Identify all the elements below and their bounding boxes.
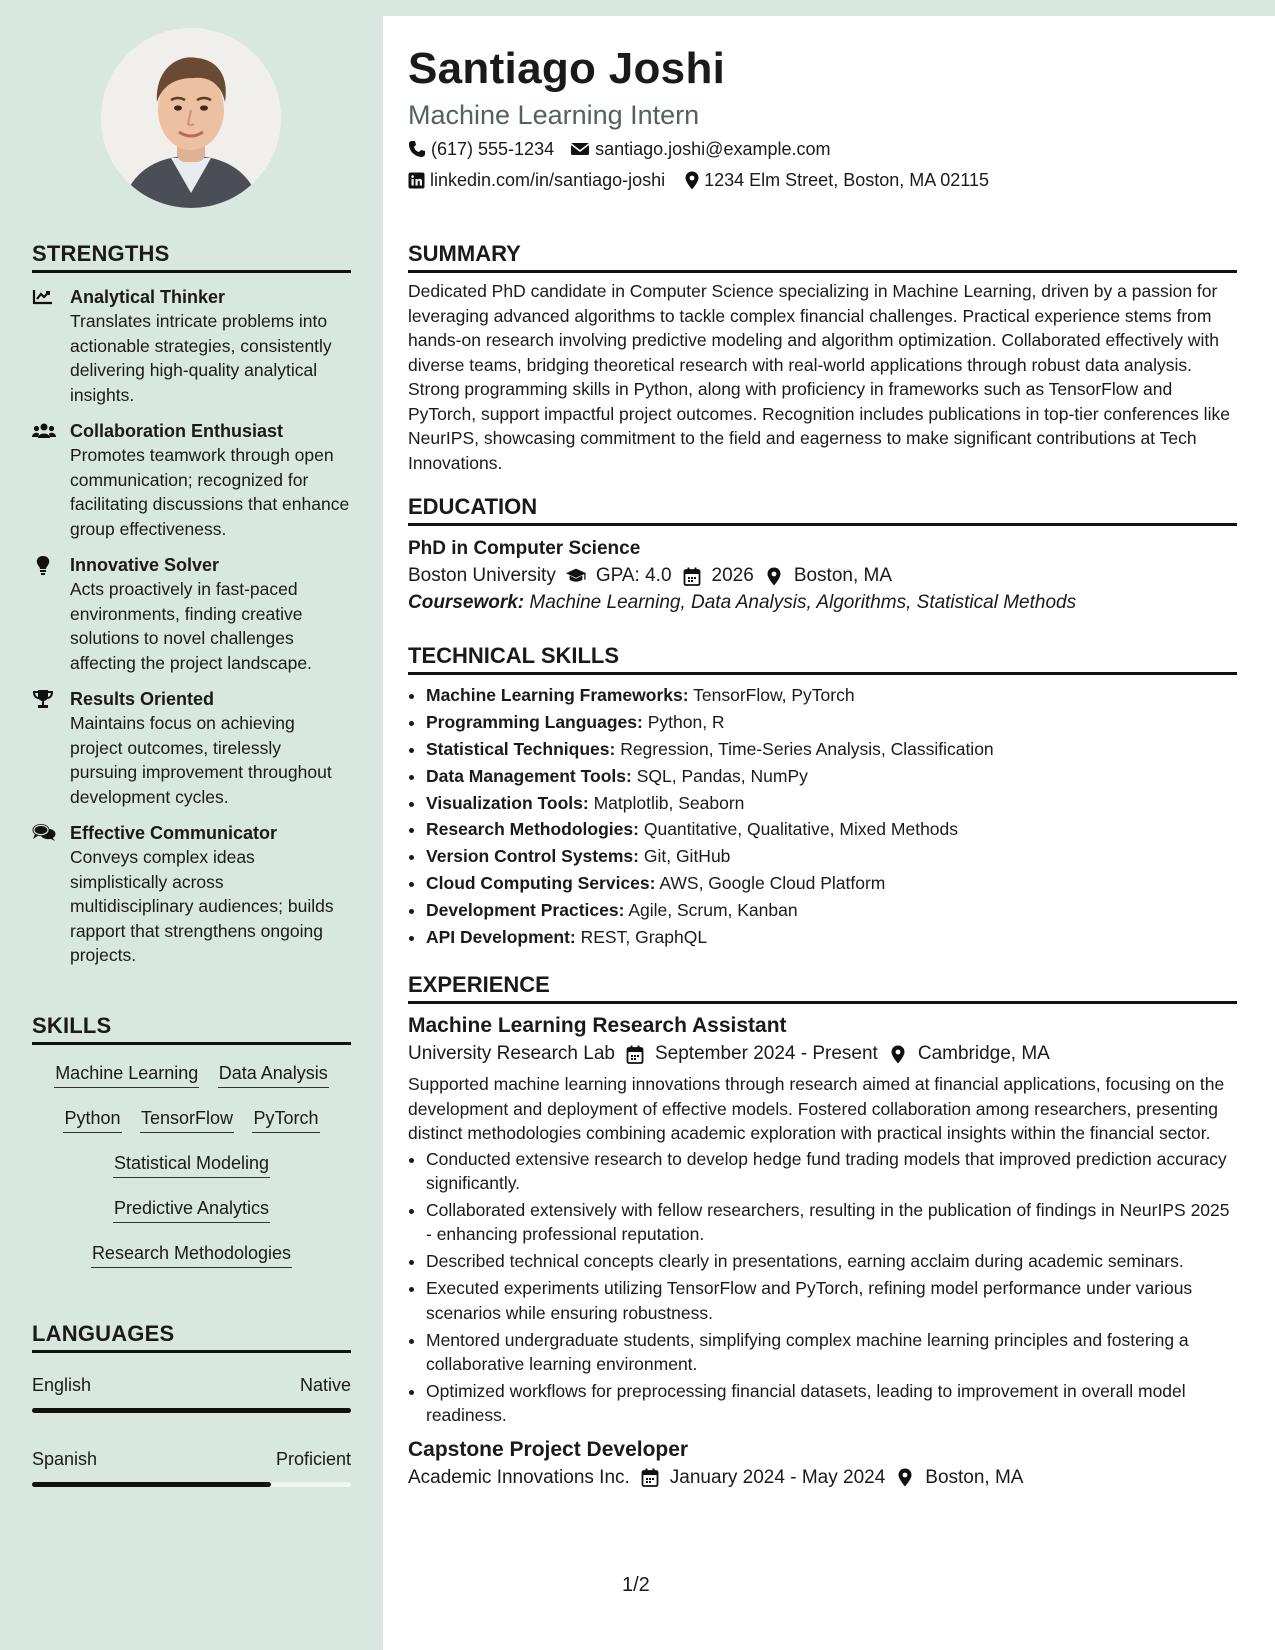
skill-category: Programming Languages:: [426, 711, 643, 732]
strength-desc: Translates intricate problems into actionable strategies, consistently delivering high-quality analytical insights.: [70, 311, 332, 405]
users-icon: [32, 421, 54, 441]
languages-heading: LANGUAGES: [32, 1321, 351, 1353]
skill-chip: Statistical Modeling: [113, 1153, 270, 1178]
skill-category: Version Control Systems:: [426, 846, 639, 867]
skill-category: Research Methodologies:: [426, 819, 639, 840]
skill-values: Regression, Time-Series Analysis, Classification: [620, 738, 994, 759]
map-pin-icon: [894, 1468, 916, 1488]
email-text[interactable]: santiago.joshi@example.com: [595, 139, 831, 159]
skill-category: Machine Learning Frameworks:: [426, 685, 689, 705]
skill-category: Development Practices:: [426, 900, 625, 921]
school-name: Boston University: [408, 565, 556, 586]
education-section: [408, 494, 1237, 614]
envelope-icon: [570, 141, 590, 157]
skill-category: Data Management Tools:: [426, 765, 632, 786]
strength-title: Effective Communicator: [70, 823, 278, 843]
job-org: University Research Lab: [408, 1043, 615, 1064]
list-item: [426, 791, 1237, 816]
map-pin-icon: [685, 171, 699, 190]
graduation-cap-icon: [565, 566, 587, 586]
strength-title: Collaboration Enthusiast: [70, 421, 284, 441]
technical-skills-section: [408, 643, 1237, 952]
chart-line-icon: [32, 287, 54, 307]
address-text: 1234 Elm Street, Boston, MA 02115: [704, 170, 989, 190]
contact-row: [408, 167, 1237, 193]
candidate-name: Santiago Joshi: [408, 44, 726, 93]
sidebar: [0, 0, 383, 1650]
skills-list: [32, 1045, 351, 1276]
job-location: Cambridge, MA: [917, 1043, 1050, 1064]
job-entry: [408, 1438, 1237, 1492]
skill-chip: Python: [63, 1108, 121, 1133]
languages-section: [32, 1321, 351, 1487]
page-number: 1/2: [622, 1574, 650, 1596]
skill-values: Git, GitHub: [643, 846, 731, 867]
experience-heading: EXPERIENCE: [408, 972, 1237, 1004]
strength-title: Innovative Solver: [70, 555, 220, 575]
job-meta: [408, 1464, 1237, 1492]
technical-skills-heading: TECHNICAL SKILLS: [408, 643, 1237, 675]
education-heading: EDUCATION: [408, 494, 1237, 526]
job-dates: September 2024 - Present: [654, 1043, 878, 1064]
calendar-icon: [681, 566, 703, 586]
skill-chip: PyTorch: [252, 1108, 319, 1133]
lightbulb-icon: [32, 555, 54, 575]
skill-category: API Development:: [426, 927, 576, 948]
strength-item: [32, 419, 351, 541]
list-item: • Described technical concepts clearly in presentations, earning acclaim during academic seminars.: [426, 1249, 1237, 1274]
job-title: Capstone Project Developer: [408, 1437, 689, 1461]
job-entry: [408, 1014, 1237, 1428]
language-name: Spanish: [32, 1449, 98, 1469]
skill-category: Visualization Tools:: [426, 792, 589, 813]
list-item: • Mentored undergraduate students, simplifying complex machine learning principles and fostering a collaborative learning environment.: [426, 1328, 1237, 1377]
coursework-text: Machine Learning, Data Analysis, Algorithms, Statistical Methods: [529, 592, 1077, 613]
skill-category: Cloud Computing Services:: [426, 873, 656, 894]
education-meta: [408, 562, 1237, 590]
degree-title: PhD in Computer Science: [408, 538, 641, 559]
gpa-text: GPA: 4.0: [595, 565, 672, 586]
list-item: [426, 764, 1237, 789]
strength-item: [32, 821, 351, 968]
linkedin-text[interactable]: linkedin.com/in/santiago-joshi: [430, 170, 666, 190]
summary-heading: SUMMARY: [408, 241, 1237, 273]
list-item: [426, 710, 1237, 735]
skill-chip: Predictive Analytics: [113, 1198, 270, 1223]
skill-values: SQL, Pandas, NumPy: [636, 765, 808, 786]
list-item: [426, 683, 1237, 708]
language-name: English: [32, 1375, 92, 1395]
job-bullets: [408, 1147, 1237, 1428]
job-title: Machine Learning Research Assistant: [408, 1014, 787, 1037]
skill-values: Agile, Scrum, Kanban: [628, 900, 798, 921]
strengths-heading: STRENGTHS: [32, 241, 351, 273]
strength-desc: Maintains focus on achieving project outcomes, tirelessly pursuing improvement throughout development cycles.: [70, 713, 332, 807]
strength-item: [32, 285, 351, 407]
list-item: • Collaborated extensively with fellow researchers, resulting in the publication of findings in NeurIPS 2025 - enhancing professional reputation.: [426, 1198, 1237, 1247]
language-item: [32, 1449, 351, 1487]
map-pin-icon: [763, 566, 785, 586]
skill-chip: Machine Learning: [54, 1063, 199, 1088]
strength-desc: Promotes teamwork through open communication; recognized for facilitating discussions that enhance group effectiveness.: [70, 445, 350, 539]
skills-section: [32, 1013, 351, 1276]
address-contact: [685, 167, 989, 193]
coursework-label: Coursework:: [408, 592, 525, 613]
language-bar-fill: [32, 1408, 351, 1413]
strengths-section: [32, 241, 351, 968]
linkedin-contact[interactable]: [408, 167, 665, 193]
skill-values: Python, R: [647, 711, 725, 732]
list-item: [426, 844, 1237, 869]
skill-category: Statistical Techniques:: [426, 738, 616, 759]
job-location: Boston, MA: [925, 1466, 1024, 1488]
skills-heading: SKILLS: [32, 1013, 351, 1045]
language-bar-fill: [32, 1482, 271, 1487]
language-level: Native: [299, 1375, 351, 1395]
list-item: [426, 925, 1237, 950]
linkedin-icon: [408, 172, 425, 189]
skill-values: AWS, Google Cloud Platform: [659, 873, 886, 894]
phone-contact: [408, 136, 554, 162]
strength-title: Results Oriented: [70, 689, 215, 709]
language-item: [32, 1375, 351, 1413]
coursework-line: [408, 592, 1237, 614]
education-location: Boston, MA: [793, 565, 893, 586]
strength-item: [32, 687, 351, 809]
skill-chip: TensorFlow: [140, 1108, 234, 1133]
strength-desc: Conveys complex ideas simplistically across multidisciplinary audiences; builds rapport that strengthens ongoing projects.: [70, 847, 334, 965]
technical-skills-list: [408, 683, 1237, 950]
summary-text: Dedicated PhD candidate in Computer Science specializing in Machine Learning, driven by a passion for leveraging advanced algorithms to tackle complex financial challenges. Practical experience stems from hands-on research involving predictive modeling and algorithm optimization. Collaborated effectively with diverse teams, bridging theoretical research with real-world applications through robust data analysis. Strong programming skills in Python, along with proficiency in frameworks such as TensorFlow and PyTorch, support impactful project outcomes. Recognition includes publications in top-tier conferences like NeurIPS, showcasing commitment to the field and eagerness to make significant contributions at Tech Innovations.: [408, 281, 1230, 473]
list-item: • Optimized workflows for preprocessing financial datasets, leading to improvement in overall model readiness.: [426, 1379, 1237, 1428]
job-org: Academic Innovations Inc.: [408, 1466, 630, 1488]
strength-item: [32, 553, 351, 675]
experience-section: [408, 972, 1237, 1492]
calendar-icon: [624, 1044, 646, 1064]
phone-text: (617) 555-1234: [431, 139, 555, 159]
skill-values: REST, GraphQL: [580, 927, 708, 948]
calendar-icon: [639, 1468, 661, 1488]
language-level: Proficient: [275, 1449, 351, 1469]
skill-values: TensorFlow, PyTorch: [693, 685, 855, 705]
contact-row: [408, 136, 1237, 162]
main-content: [383, 16, 1275, 1650]
list-item: • Executed experiments utilizing TensorFlow and PyTorch, refining model performance under various scenarios while ensuring robustness.: [426, 1276, 1237, 1325]
language-bar: [32, 1408, 351, 1413]
job-meta: [408, 1040, 1237, 1068]
resume-header: [408, 44, 1237, 193]
list-item: [426, 737, 1237, 762]
skill-chip: Research Methodologies: [91, 1243, 292, 1268]
job-summary: Supported machine learning innovations through research aimed at financial applications, focusing on the development and deployment of effective models. Fostered collaboration among researchers, presenting distinct methodologies combining academic exploration with practical insights within the financial sector.: [408, 1074, 1225, 1143]
trophy-icon: [32, 689, 54, 709]
avatar: [101, 28, 281, 208]
list-item: [426, 817, 1237, 842]
list-item: • Conducted extensive research to develop hedge fund trading models that improved prediction accuracy significantly.: [426, 1147, 1237, 1196]
skill-values: Matplotlib, Seaborn: [593, 792, 745, 813]
list-item: [426, 871, 1237, 896]
skill-values: Quantitative, Qualitative, Mixed Methods: [643, 819, 959, 840]
email-contact[interactable]: [570, 136, 830, 162]
job-dates: January 2024 - May 2024: [669, 1466, 886, 1488]
list-item: [426, 898, 1237, 923]
language-bar: [32, 1482, 351, 1487]
strength-title: Analytical Thinker: [70, 287, 226, 307]
skill-chip: Data Analysis: [218, 1063, 329, 1088]
phone-icon: [408, 140, 426, 158]
map-pin-icon: [887, 1044, 909, 1064]
strength-desc: Acts proactively in fast-paced environments, finding creative solutions to novel challenges affecting the project landscape.: [70, 579, 312, 673]
candidate-role: Machine Learning Intern: [408, 100, 700, 130]
summary-section: [408, 241, 1237, 475]
graduation-year: 2026: [711, 565, 754, 586]
comments-icon: [32, 823, 54, 843]
